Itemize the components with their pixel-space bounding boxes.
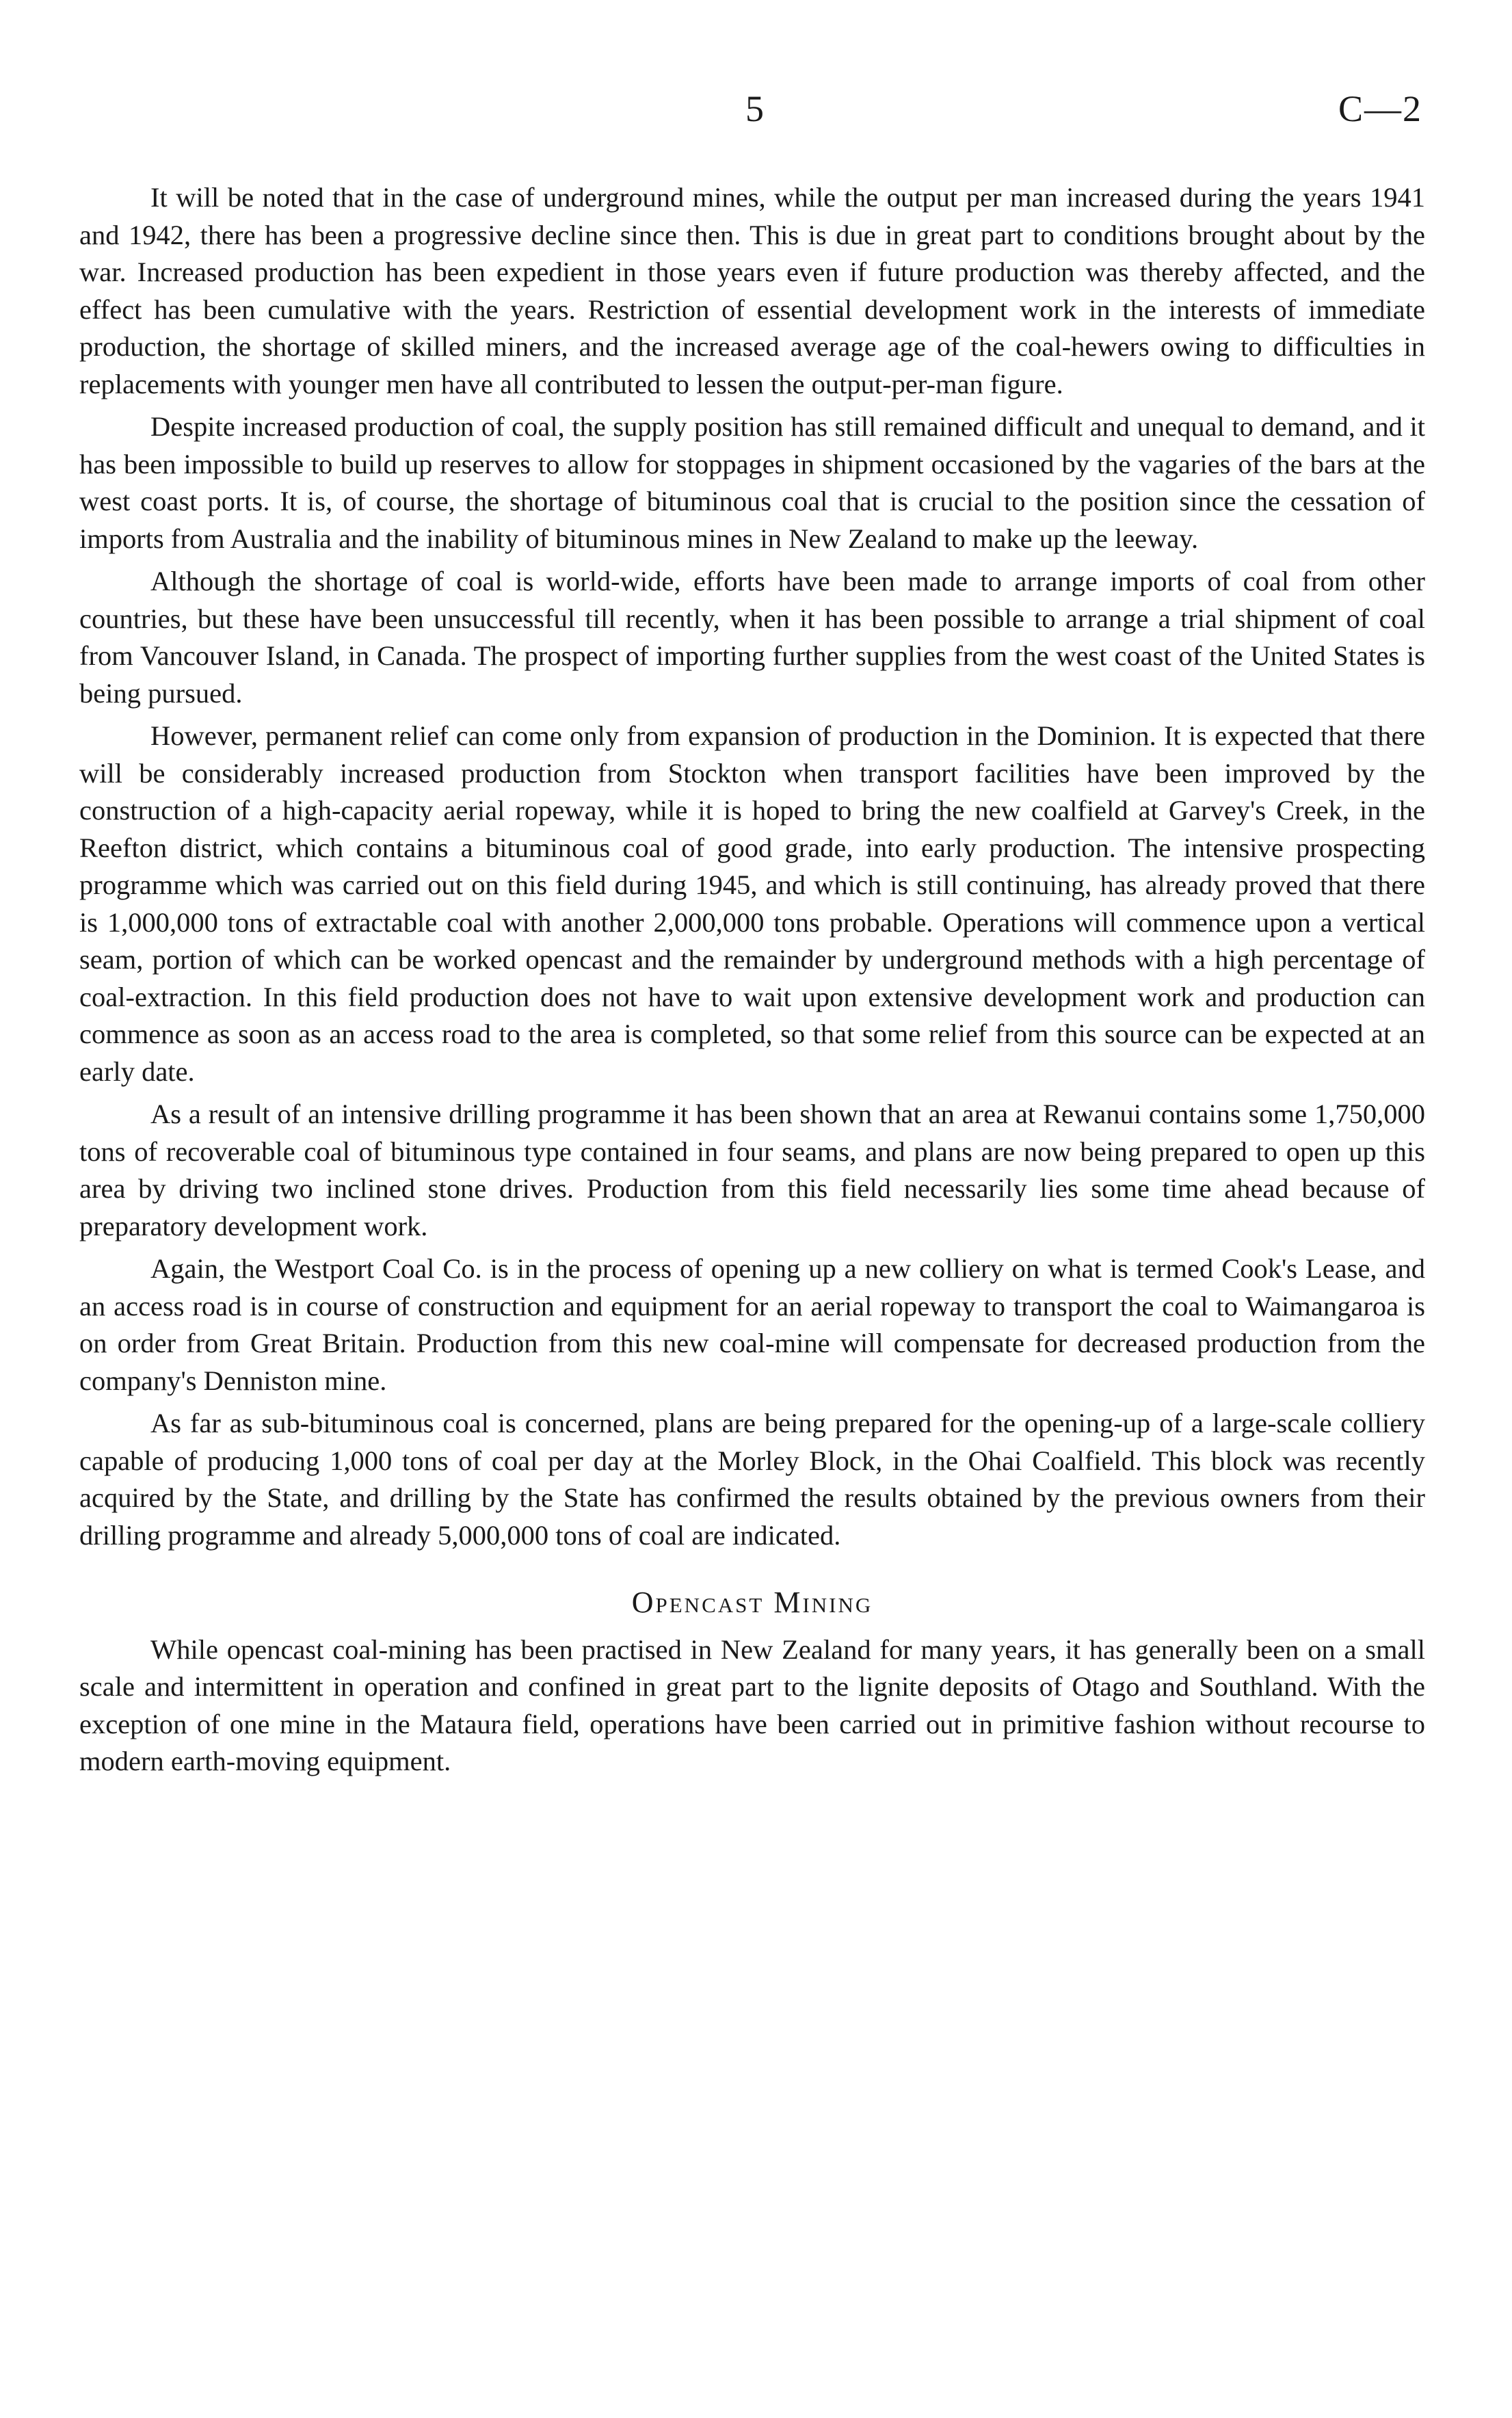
paragraph: As far as sub-bituminous coal is concerned, plans are being prepared for the opening-up of a large-scale colliery capable of producing 1,000 tons of coal per day at the Morley Block, in the Ohai Coalfield. This block was recently acquired by the State, and drilling by the State has confirmed the results obtained by the previous owners from their drilling programme and already 5,000,000 tons of coal are indicated.	[79, 1408, 1425, 1551]
page-number: 5	[745, 88, 764, 129]
paragraph: Again, the Westport Coal Co. is in the process of opening up a new colliery on what is termed Cook's Lease, and an access road is in course of construction and equipment for an aerial ropeway to transport the coal to Waimangaroa is on order from Great Britain. Production from this new coal-mine will compensate for decreased production from the company's Denniston mine.	[79, 1253, 1425, 1396]
paragraph: Although the shortage of coal is world-wide, efforts have been made to arrange imports of coal from other countries, but these have been unsuccessful till recently, when it has been possible to arrange a trial shipment of coal from Vancouver Island, in Canada. The prospect of importing further supplies from the west coast of the United States is being pursued.	[79, 566, 1425, 709]
paragraph: It will be noted that in the case of underground mines, while the output per man increased during the years 1941 and 1942, there has been a progressive decline since then. This is due in great part to conditions brought about by the war. Increased production has been expedient in those years even if future production was thereby affected, and the effect has been cumulative with the years. Restriction of essential development work in the interests of immediate production, the shortage of skilled miners, and the increased average age of the coal-hewers owing to difficulties in replacements with younger men have all contributed to lessen the output-per-man figure.	[79, 182, 1425, 399]
document-body	[79, 179, 1425, 1786]
paragraph: While opencast coal-mining has been practised in New Zealand for many years, it has generally been on a small scale and intermittent in operation and confined in great part to the lignite deposits of Otago and Southland. With the exception of one mine in the Mataura field, operations have been carried out in primitive fashion without recourse to modern earth-moving equipment.	[79, 1633, 1425, 1776]
paragraph: Despite increased production of coal, the supply position has still remained difficult and unequal to demand, and it has been impossible to build up reserves to allow for stoppages in shipment occasioned by the vagaries of the bars at the west coast ports. It is, of course, the shortage of bituminous coal that is crucial to the position since the cessation of imports from Australia and the inability of bituminous mines in New Zealand to make up the leeway.	[79, 411, 1425, 554]
section-heading: Opencast Mining	[631, 1586, 873, 1619]
paragraph: As a result of an intensive drilling programme it has been shown that an area at Rewanui contains some 1,750,000 tons of recoverable coal of bituminous type contained in four seams, and plans are now being prepared to open up this area by driving two inclined stone drives. Production from this field necessarily lies some time ahead because of preparatory development work.	[79, 1099, 1425, 1241]
page-header	[82, 88, 1422, 135]
paragraph: However, permanent relief can come only from expansion of production in the Dominion. It is expected that there will be considerably increased production from Stockton when transport facilities have been improved by the construction of a high-capacity aerial ropeway, while it is hoped to bring the new coalfield at Garvey's Creek, in the Reefton district, which contains a bituminous coal of good grade, into early production. The intensive prospecting programme which was carried out on this field during 1945, and which is still continuing, has already proved that there is 1,000,000 tons of extractable coal with another 2,000,000 tons probable. Operations will commence upon a vertical seam, portion of which can be worked opencast and the remainder by underground methods with a high percentage of coal-extraction. In this field production does not have to wait upon extensive development work and production can commence as soon as an access road to the area is completed, so that some relief from this source can be expected at an early date.	[79, 720, 1425, 1087]
series-reference: C—2	[1338, 88, 1422, 129]
